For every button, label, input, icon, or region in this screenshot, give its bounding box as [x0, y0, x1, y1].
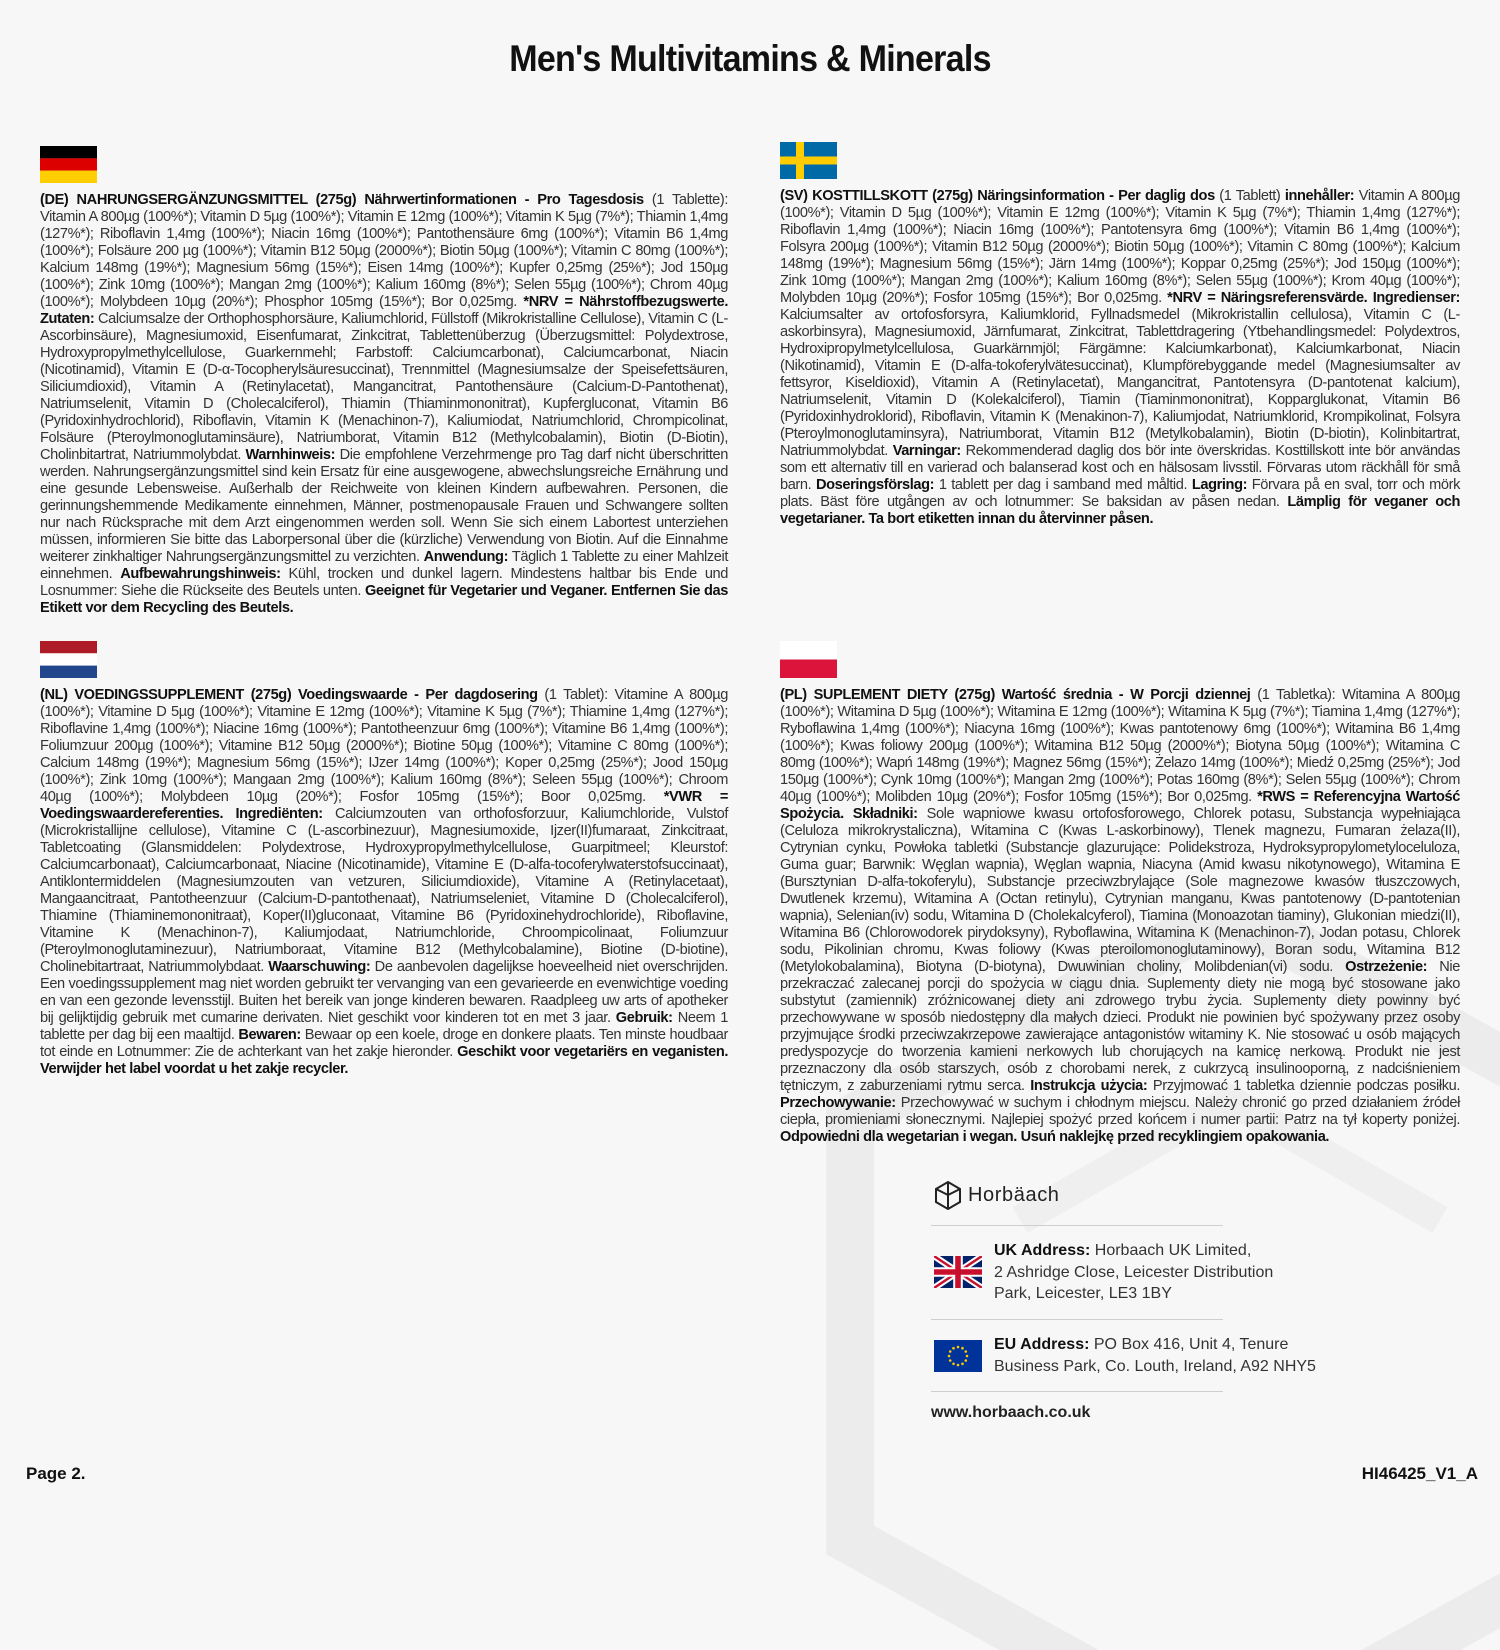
uk-address-line-3: Park, Leicester, LE3 1BY	[994, 1285, 1172, 1302]
section-text-de	[40, 192, 728, 617]
section-text-pl	[780, 687, 1460, 1146]
eu-address-label: EU Address:	[994, 1336, 1090, 1353]
text-run: Bewaar op een koele, droge en donkere plaats. Ten minste houdbaar tot einde en Lotnummer: Zie de achterkant van het zakje hieronder.	[40, 1027, 728, 1060]
eu-address-line-2: Business Park, Co. Louth, Ireland, A92 NHY5	[994, 1357, 1316, 1375]
divider	[931, 1319, 1223, 1320]
text-run: (1 Tablet): Vitamine A 800µg (100%*); Vitamine D 5µg (100%*); Vitamine E 12mg (100%*); Vitamine K 5µg (7%*); Thiamine 1,4mg (127%*); Riboflavine 1,4mg (100%*); Niacine 16mg (100%*); Pantotheenzuur 6mg (100%*); Vitamine B6 1,4mg (100%*); Foliumzuur 200µg (100%*); Vitamine B12 50µg (2000%*); Biotine 50µg (100%*); Vitamine C 80mg (100%*); Calcium 148mg (19%*); Magnesium 56mg (15%*); IJzer 14mg (100%*); Koper 0,25mg (25%*); Jood 150µg (100%*); Zink 10mg (100%*); Mangaan 2mg (100%*); Kalium 160mg (8%*); Seleen 55µg (100%*); Chroom 40µg (100%*); Molybdeen 10µg (20%*); Fosfor 105mg (15%*); Boor 0,025mg.	[40, 687, 728, 805]
bold-text-run: Aufbewahrungshinweis:	[120, 566, 281, 582]
bold-text-run: (PL) SUPLEMENT DIETY (275g) Wartość średnia - W Porcji dziennej	[780, 687, 1251, 703]
bold-text-run: Lämplig för veganer och vegetarianer. Ta bort etiketten innan du återvinner påsen.	[780, 494, 1460, 527]
section-swedish	[780, 142, 1460, 528]
uk-address-line-1: Horbaach UK Limited,	[1090, 1242, 1252, 1259]
horbaach-logo-icon	[934, 1180, 962, 1210]
netherlands-flag-icon	[40, 641, 97, 678]
text-run: Die empfohlene Verzehrmenge pro Tag darf nicht überschritten werden. Nahrungsergänzungsmittel sind kein Ersatz für eine ausgewogene, abwechslungsreiche Ernährung und eine gesunde Lebensweise. Außerhalb der Reichweite von kleinen Kindern aufbewahren. Personen, die gerinnungshemmende Medikamente einnehmen, Männer, postmenopausale Frauen und Schwangere sollten nur nach Rücksprache mit dem Arzt eingenommen werden soll. Wenn Sie sich einem Labortest unterziehen müssen, informieren Sie bitte das Laborpersonal über die (kürzliche) Verwendung von Biotin. Auf die Einnahme weiterer zinkhaltiger Nahrungsergänzungsmittel zu verzichten.	[40, 447, 728, 565]
bold-text-run: Waarschuwing:	[268, 959, 371, 975]
text-run: Przechowywać w suchym i chłodnym miejscu. Należy chronić go przed działaniem źródeł ciepła, promieniami słonecznymi. Najlepiej spożyć przed końcem i numer partii: Patrz na tył koperty poniżej.	[780, 1095, 1460, 1128]
section-german	[40, 146, 728, 617]
text-run: Sole wapniowe kwasu ortofosforowego, Chlorek potasu, Substancja wypełniająca (Celuloza mikrokrystaliczna), Witamina C (Kwas L-askorbinowy), Tlenek magnezu, Fumaran żelaza(II), Cytrynian cynku, Powłoka tabletki (Substancje glazurujące: Polidekstroza, Hydroksypropylometyloceluloza, Guma guar; Barwnik: Węglan wapnia), Węglan wapnia, Niacyna (Amid kwasu nikotynowego), Witamina E (Bursztynian D-alfa-tokoferylu), Substancje przeciwzbrylające (Sole magnezowe kwasów tłuszczowych, Dwutlenek krzemu), Witamina A (Octan retinylu), Cytrynian manganu, Kwas pantotenowy (D-pantotenian wapnia), Selenian(iv) sodu, Witamina D (Cholekalcyferol), Tiamina (Monoazotan tiaminy), Glukonian miedzi(II), Witamina B6 (Chlorowodorek pirydoksyny), Ryboflawina, Witamina K (Menachinon-7), Jodan potasu, Chlorek sodu, Pikolinian chromu, Kwas foliowy (Kwas pteroilomonoglutaminowy), Boran sodu, Witamina B12 (Metylokobalamina), Biotyna (D-biotyna), Dwuwinian choliny, Molibdenian(vi) sodu.	[780, 806, 1460, 975]
bold-text-run: (DE) NAHRUNGSERGÄNZUNGSMITTEL (275g) Nährwertinformationen - Pro Tagesdosis	[40, 192, 644, 208]
text-run: Täglich 1 Tablette zu einer Mahlzeit einnehmen.	[40, 549, 729, 582]
germany-flag-icon	[40, 146, 97, 183]
uk-flag-icon	[934, 1256, 982, 1288]
bold-text-run: Instrukcja użycia:	[1030, 1078, 1148, 1094]
text-run: Calciumsalze der Orthophosphorsäure, Kaliumchlorid, Füllstoff (Mikrokristalline Cellulose), Vitamin C (L-Ascorbinsäure), Magnesiumoxid, Eisenfumarat, Zinkcitrat, Tablettenüberzug (Überzugsmittel: Polydextrose, Hydroxypropylmethylcellulose, Guarkernmehl; Farbstoff: Calciumcarbonat), Calciumcarbonat, Niacin (Nicotinamid), Vitamin E (D-α-Tocopherylsäuresuccinat), Trennmittel (Magnesiumsalze der Speisefettsäuren, Siliciumdioxid), Vitamin A (Retinylacetat), Mangancitrat, Pantothensäure (Calcium-D-Pantothenat), Natriumselenit, Vitamin D (Cholecalciferol), Thiamin (Thiaminmononitrat), Kupfergluconat, Vitamin B6 (Pyridoxinhydrochlorid), Riboflavin, Vitamin K (Menachinon-7), Kaliumiodat, Natriumchlorid, Chrompicolinat, Folsäure (Pteroylmonoglutaminsäure), Natriumborat, Vitamin B12 (Methylcobalamin), Biotin (D-Biotin), Cholinbitartrat, Natriummolybdat.	[40, 311, 728, 463]
page-number: Page 2.	[26, 1464, 86, 1483]
eu-flag-icon	[934, 1340, 982, 1372]
bold-text-run: Przechowywanie:	[780, 1095, 896, 1111]
document-code: HI46425_V1_A	[1361, 1464, 1478, 1483]
text-run: Förvara på en sval, torr och mörk plats. Bäst före utgången av och lotnummer: Se baksidan av påsen nedan.	[780, 477, 1460, 510]
bold-text-run: Anwendung:	[423, 549, 509, 565]
page-title: Men's Multivitamins & Minerals	[509, 38, 991, 79]
bold-text-run: Varningar:	[892, 443, 961, 459]
bold-text-run: *VWR = Voedingswaardereferenties. Ingrediënten:	[40, 789, 729, 822]
text-run: (1 Tablett)	[1214, 188, 1285, 204]
bold-text-run: (SV) KOSTTILLSKOTT (275g) Näringsinformation - Per daglig dos	[780, 188, 1215, 204]
eu-address-line-1: PO Box 416, Unit 4, Tenure	[1089, 1336, 1289, 1353]
bold-text-run: Geeignet für Vegetarier und Veganer. Entfernen Sie das Etikett vor dem Recycling des Beutels.	[40, 583, 728, 616]
bold-text-run: innehåller:	[1284, 188, 1355, 204]
section-text-nl	[40, 687, 728, 1078]
bold-text-run: Doseringsförslag:	[816, 477, 935, 493]
uk-address-label: UK Address:	[994, 1242, 1091, 1259]
text-run: De aanbevolen dagelijkse hoeveelheid niet overschrijden. Een voedingssupplement mag niet worden gebruikt ter vervanging van een gevarieerde en evenwichtige voeding en van een gezonde levensstijl. Buiten het bereik van jonge kinderen bewaren. Raadpleeg uw arts of apotheker bij gelijktijdig gebruik met cumarine derivaten. Niet geschikt voor kinderen tot en met 3 jaar.	[40, 959, 728, 1026]
text-run: Calciumzouten van orthofosforzuur, Kaliumchloride, Vulstof (Microkristallijne cellulose), Vitamine C (L-ascorbinezuur), Magnesiumoxide, Ijzer(II)fumaraat, Zinkcitraat, Tabletcoating (Glansmiddelen: Polydextrose, Hydroxypropylmethylcellulose, Guarpitmeel; Kleurstof: Calciumcarbonaat), Calciumcarbonaat, Niacine (Nicotinamide), Vitamine E (D-alfa-tocoferylwaterstofsuccinaat), Antiklontermiddelen (Magnesiumzouten van vetzuren, Siliciumdioxide), Vitamine A (Retinylacetaat), Mangaancitraat, Pantotheenzuur (Calcium-D-pantothenaat), Natriumseleniet, Vitamine D (Cholecalciferol), Thiamine (Thiaminemononitraat), Koper(II)gluconaat, Vitamine B6 (Pyridoxinehydrochloride), Riboflavine, Vitamine K (Menachinon-7), Kaliumjodaat, Natriumchloride, Chroompicolinaat, Foliumzuur (Pteroylmonoglutaminezuur), Natriumboraat, Vitamine B12 (Methylcobalamine), Biotine (D-biotine), Cholinebitartraat, Natriummolybdaat.	[40, 806, 728, 975]
text-run: Neem 1 tablette per dag bij een maaltijd.	[40, 1010, 728, 1043]
text-run: (1 Tablette): Vitamin A 800µg (100%*); Vitamin D 5µg (100%*); Vitamin E 12mg (100%*); Vitamin K 5µg (7%*); Thiamin 1,4mg (127%*); Riboflavin 1,4mg (100%*); Niacin 16mg (100%*); Pantothensäure 6mg (100%*); Vitamin B6 1,4mg (100%*); Folsäure 200 µg (100%*); Vitamin B12 50µg (2000%*); Biotin 50µg (100%*); Vitamin C 80mg (100%*); Kalcium 148mg (19%*); Magnesium 56mg (15%*); Eisen 14mg (100%*); Kupfer 0,25mg (25%*); Jod 150µg (100%*); Zink 10mg (100%*); Mangan 2mg (100%*); Kalium 160mg (8%*); Selen 55µg (100%*); Chrom 40µg (100%*); Molybdeen 10µg (20%*); Phosphor 105mg (15%*); Bor 0,025mg.	[40, 192, 729, 310]
divider	[931, 1391, 1223, 1392]
sweden-flag-icon	[780, 142, 837, 179]
text-run: Nie przekraczać zalecanej porcji do spożycia w ciągu dnia. Suplementy diety nie mogą być stosowane jako substytut (zamiennik) zróżnicowanej diety ani zdrowego trybu życia. Suplementy diety powinny być przechowywane w sposób niedostępny dla małych dzieci. Produkt nie powinien być spożywany przez osoby przyjmujące środki przeciwzakrzepowe zawierające antagonistów witaminy K. Nie stosować u osób mających predyspozycje do tworzenia kamieni nerkowych lub chorujących na kamicę nerkową. Produkt nie jest przeznaczony dla osób starszych, osób z chorobami nerek, z cukrzycą insulinooporną, z nadciśnieniem tętniczym, z zaburzeniami rytmu serca.	[780, 959, 1460, 1094]
bold-text-run: *NRV = Nährstoffbezugswerte. Zutaten:	[40, 294, 728, 327]
bold-text-run: *RWS = Referencyjna Wartość Spożycia. Składniki:	[780, 789, 1460, 822]
text-run: Vitamin A 800µg (100%*); Vitamin D 5µg (100%*); Vitamin E 12mg (100%*); Vitamin K 5µg (7%*); Thiamin 1,4mg (127%*); Riboflavin 1,4mg (100%*); Niacin 16mg (100%*); Pantotensyra 6mg (100%*); Vitamin B6 1,4mg (100%*); Folsyra 200µg (100%*); Vitamin B12 50µg (2000%*); Biotin 50µg (100%*); Vitamin C 80mg (100%*); Kalcium 148mg (19%*); Magnesium 56mg (15%*); Järn 14mg (100%*); Koppar 0,25mg (25%*); Jod 150µg (100%*); Zink 10mg (100%*); Mangan 2mg (100%*); Kalium 160mg (8%*); Selen 55µg (100%*); Krom 40µg (100%*); Molybden 10µg (20%*); Fosfor 105mg (15%*); Bor 0,025mg.	[780, 188, 1460, 306]
bold-text-run: Gebruik:	[615, 1010, 673, 1026]
text-run: Kalciumsalter av ortofosforsyra, Kaliumklorid, Fyllnadsmedel (Mikrokristallin cellulosa), Vitamin C (L-askorbinsyra), Magnesiumoxid, Järnfumarat, Zinkcitrat, Tablettdragering (Ytbehandlingsmedel: Polydextros, Hydroxipropylmetylcellulosa, Guarkärnmjöl; Färgämne: Kalciumkarbonat), Kalciumkarbonat, Niacin (Nikotinamid), Vitamin E (D-alfa-tokoferylvätesuccinat), Klumpförebyggande medel (Magnesiumsalter av fettsyror, Kiseldioxid), Vitamin A (Retinylacetat), Mangancitrat, Pantotensyra (D-pantotenat kalcium), Natriumselenit, Vitamin D (Kolekalciferol), Tiamin (Tiaminmononitrat), Kopparglukonat, Vitamin B6 (Pyridoxinhydroklorid), Riboflavin, Vitamin K (Menakinon-7), Kaliumjodat, Natriumklorid, Krompikolinat, Folsyra (Pteroylmonoglutaminsyra), Natriumborat, Vitamin B12 (Metylkobalamin), Biotin (D-biotin), Kolinbitartrat, Natriummolybdat.	[780, 307, 1460, 459]
bold-text-run: (NL) VOEDINGSSUPPLEMENT (275g) Voedingswaarde - Per dagdosering	[40, 687, 538, 703]
uk-address-line-2: 2 Ashridge Close, Leicester Distribution	[994, 1263, 1274, 1281]
bold-text-run: Warnhinweis:	[245, 447, 336, 463]
text-run: (1 Tabletka): Witamina A 800µg (100%*); Witamina D 5µg (100%*); Witamina E 12mg (100%*); Witamina K 5µg (7%*); Tiamina 1,4mg (127%*); Ryboflawina 1,4mg (100%*); Niacyna 16mg (100%*); Kwas pantotenowy 6mg (100%*); Witamina B6 1,4mg (100%*); Kwas foliowy 200µg (100%*); Witamina B12 50µg (2000%*); Biotyna 50µg (100%*); Witamina C 80mg (100%*); Wapń 148mg (19%*); Magnez 56mg (15%*); Żelazo 14mg (100%*); Miedź 0,25mg (25%*); Jod 150µg (100%*); Cynk 10mg (100%*); Mangan 2mg (100%*); Potas 160mg (8%*); Selen 55µg (100%*); Chrom 40µg (100%*); Molibden 10µg (20%*); Fosfor 105mg (15%*); Bor 0,025mg.	[780, 687, 1461, 805]
text-run: Rekommenderad daglig dos bör inte överskridas. Kosttillskott inte bör användas som ett alternativ till en varierad och balanserad kost och en hälsosam livsstil. Förvaras utom räckhåll för små barn.	[780, 443, 1460, 493]
uk-address-block	[934, 1240, 1273, 1305]
website-link[interactable]: www.horbaach.co.uk	[931, 1404, 1091, 1421]
text-run: Przyjmować 1 tabletka dziennie podczas posiłku.	[1147, 1078, 1460, 1094]
section-polish	[780, 641, 1460, 1146]
section-dutch	[40, 641, 728, 1078]
eu-address-block	[934, 1334, 1316, 1377]
bold-text-run: Odpowiedni dla wegetarian i wegan. Usuń naklejkę przed recyklingiem opakowania.	[780, 1129, 1330, 1145]
brand-logo	[934, 1180, 1060, 1210]
bold-text-run: Geschikt voor vegetariërs en veganisten. Verwijder het label voordat u het zakje recycler.	[40, 1044, 728, 1077]
section-text-sv	[780, 188, 1460, 528]
bold-text-run: Lagring:	[1191, 477, 1248, 493]
bold-text-run: Bewaren:	[238, 1027, 301, 1043]
bold-text-run: Ostrzeżenie:	[1345, 959, 1428, 975]
divider	[931, 1225, 1223, 1226]
text-run: 1 tablett per dag i samband med måltid.	[934, 477, 1192, 493]
poland-flag-icon	[780, 641, 837, 678]
brand-name: Horbäach	[968, 1183, 1060, 1206]
bold-text-run: *NRV = Näringsreferensvärde. Ingredienser:	[1167, 290, 1461, 306]
text-run: Kühl, trocken und dunkel lagern. Mindestens haltbar bis Ende und Losnummer: Siehe die Rückseite des Beutels unten.	[40, 566, 728, 599]
